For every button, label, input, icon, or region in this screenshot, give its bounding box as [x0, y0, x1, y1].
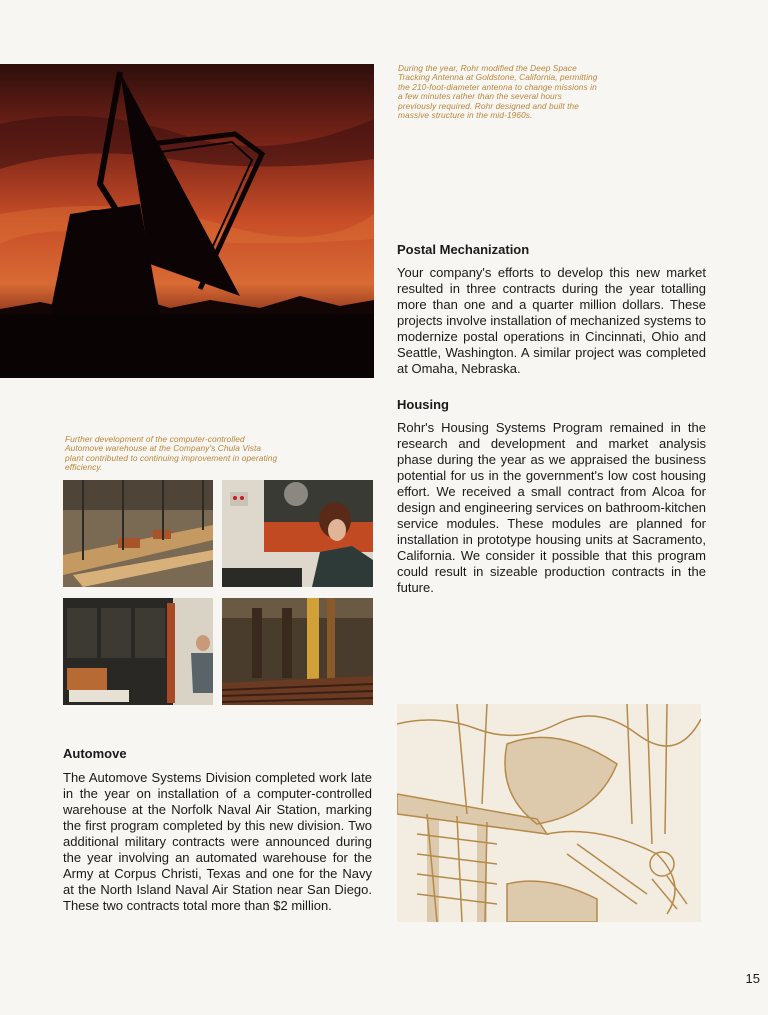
automove-caption: Further development of the computer-controlled Automove warehouse at the Company's Chula Vista plant contributed to continuing improvement in operating efficiency.	[65, 434, 278, 473]
warehouse-conveyor-photo	[63, 480, 213, 587]
postal-mechanization-text: Your company's efforts to develop this new market resulted in three contracts during the year totalling more than one and a quarter million dollars. These projects involve installation of mechanized systems to modernize postal operations in Cincinnati, Ohio and Seattle, Washington. A similar project was completed at Omaha, Nebraska.	[397, 265, 706, 376]
automove-text: The Automove Systems Division completed work late in the year on installation of a computer-controlled warehouse at the Norfolk Naval Air Station, marking the first program completed by this new division. Two additional military contracts were announced during the year involving an automated warehouse for the Army at Corpus Christi, Texas and one for the Navy at the North Island Naval Air Station near San Diego. These two contracts total more than $2 million.	[63, 770, 372, 913]
mining-engraving-illustration	[397, 704, 701, 922]
computer-cabinets-photo	[63, 598, 213, 705]
computer-operator-photo	[222, 480, 373, 587]
housing-heading: Housing	[397, 397, 449, 412]
automated-racks-photo	[222, 598, 373, 705]
housing-text: Rohr's Housing Systems Program remained in the research and development and market analysis phase during the year as we appraised the business potential for us in the government's low cost housing effort. We received a small contract from Alcoa for design and engineering services on bathroom-kitchen service modules. These modules are planned for installation in prototype housing units at Sacramento, California. We consider it possible that this program could result in sizeable production contracts in the future.	[397, 420, 706, 595]
antenna-caption: During the year, Rohr modified the Deep Space Tracking Antenna at Goldstone, California, permitting the 210-foot-diameter antenna to change missions in a few minutes rather than the several hours previously required. Rohr designed and built the massive structure in the mid-1960s.	[398, 63, 598, 121]
automove-heading: Automove	[63, 746, 127, 761]
page-number: 15	[745, 971, 760, 986]
postal-mechanization-heading: Postal Mechanization	[397, 242, 530, 257]
antenna-photo	[0, 64, 374, 378]
